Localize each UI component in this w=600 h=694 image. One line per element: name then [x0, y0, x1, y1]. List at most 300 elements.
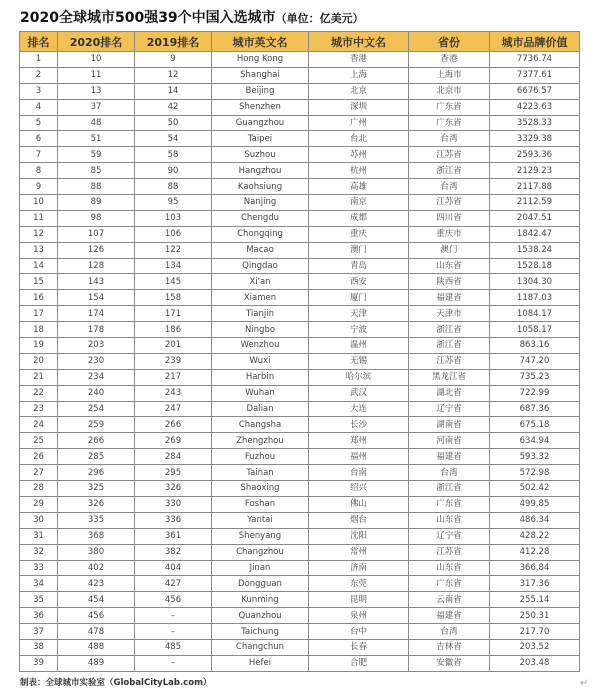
cell-province: 浙江省 [409, 163, 490, 179]
cell-rank-2019: 88 [135, 179, 212, 195]
table-row [20, 544, 580, 560]
cell-rank-2019: 14 [135, 83, 212, 99]
cell-rank-2020: 254 [58, 401, 135, 417]
cell-rank-2019: 158 [135, 290, 212, 306]
cell-city-english: Taichung [212, 624, 309, 640]
table-row [20, 52, 580, 68]
cell-rank-2020: 107 [58, 226, 135, 242]
table-row [20, 163, 580, 179]
cell-rank-2020: 13 [58, 83, 135, 99]
cell-rank-2019: 404 [135, 560, 212, 576]
cell-city-chinese: 高雄 [309, 179, 409, 195]
cell-province: 台湾 [409, 179, 490, 195]
cell-city-english: Hangzhou [212, 163, 309, 179]
title-text: 2020全球城市500强39个中国入选城市 [20, 10, 276, 26]
cell-rank: 32 [20, 544, 58, 560]
table-row [20, 369, 580, 385]
cell-city-english: Suzhou [212, 147, 309, 163]
cell-brand-value: 1304.30 [490, 274, 580, 290]
cell-city-english: Shenzhen [212, 99, 309, 115]
cell-city-chinese: 青岛 [309, 258, 409, 274]
cell-city-english: Foshan [212, 496, 309, 512]
cell-brand-value: 572.98 [490, 465, 580, 481]
cell-brand-value: 7736.74 [490, 52, 580, 68]
cell-rank: 9 [20, 179, 58, 195]
cell-rank: 37 [20, 624, 58, 640]
cell-rank-2019: 106 [135, 226, 212, 242]
cell-rank-2020: 59 [58, 147, 135, 163]
cell-city-english: Hong Kong [212, 52, 309, 68]
cell-city-chinese: 南京 [309, 195, 409, 211]
cell-city-chinese: 成都 [309, 210, 409, 226]
cell-city-english: Fuzhou [212, 449, 309, 465]
cell-rank: 11 [20, 210, 58, 226]
cell-rank-2019: 134 [135, 258, 212, 274]
table-row [20, 592, 580, 608]
cell-brand-value: 1058.17 [490, 322, 580, 338]
column-header-province: 省份 [409, 32, 490, 52]
cell-rank: 7 [20, 147, 58, 163]
cell-city-chinese: 苏州 [309, 147, 409, 163]
table-row [20, 274, 580, 290]
cell-rank: 20 [20, 353, 58, 369]
table-row [20, 115, 580, 131]
cell-province: 福建省 [409, 608, 490, 624]
cell-rank-2020: 51 [58, 131, 135, 147]
cell-rank: 16 [20, 290, 58, 306]
cell-province: 广东省 [409, 115, 490, 131]
cell-province: 广东省 [409, 576, 490, 592]
cell-province: 台湾 [409, 465, 490, 481]
cell-city-chinese: 香港 [309, 52, 409, 68]
cell-rank: 13 [20, 242, 58, 258]
cell-brand-value: 2047.51 [490, 210, 580, 226]
cell-brand-value: 3528.33 [490, 115, 580, 131]
cell-city-chinese: 哈尔滨 [309, 369, 409, 385]
table-row [20, 401, 580, 417]
table-title [20, 7, 364, 27]
cell-province: 四川省 [409, 210, 490, 226]
cell-city-english: Quanzhou [212, 608, 309, 624]
cell-brand-value: 203.48 [490, 655, 580, 671]
cell-rank: 28 [20, 481, 58, 497]
column-header-rank-2020: 2020排名 [58, 32, 135, 52]
table-row [20, 179, 580, 195]
cell-brand-value: 7377.61 [490, 67, 580, 83]
cell-rank-2020: 402 [58, 560, 135, 576]
cell-city-english: Qingdao [212, 258, 309, 274]
cell-brand-value: 735.23 [490, 369, 580, 385]
cell-rank-2019: 361 [135, 528, 212, 544]
cell-city-chinese: 重庆 [309, 226, 409, 242]
table-row [20, 322, 580, 338]
table-row [20, 639, 580, 655]
cell-rank-2020: 456 [58, 608, 135, 624]
cell-city-chinese: 上海 [309, 67, 409, 83]
cell-rank-2019: 171 [135, 306, 212, 322]
cell-province: 福建省 [409, 290, 490, 306]
table-row [20, 353, 580, 369]
cell-province: 陕西省 [409, 274, 490, 290]
cell-brand-value: 317.36 [490, 576, 580, 592]
cell-rank-2019: – [135, 608, 212, 624]
table-row [20, 624, 580, 640]
cell-brand-value: 675.18 [490, 417, 580, 433]
cell-city-chinese: 郑州 [309, 433, 409, 449]
cell-city-chinese: 沈阳 [309, 528, 409, 544]
cell-city-chinese: 西安 [309, 274, 409, 290]
cell-rank-2019: 103 [135, 210, 212, 226]
cell-rank-2019: 239 [135, 353, 212, 369]
table-row [20, 433, 580, 449]
cell-brand-value: 412.28 [490, 544, 580, 560]
cell-city-chinese: 绍兴 [309, 481, 409, 497]
cell-city-chinese: 佛山 [309, 496, 409, 512]
table-row [20, 576, 580, 592]
cell-rank: 18 [20, 322, 58, 338]
cell-city-chinese: 台北 [309, 131, 409, 147]
cell-brand-value: 593.32 [490, 449, 580, 465]
cell-city-chinese: 厦门 [309, 290, 409, 306]
cell-city-chinese: 合肥 [309, 655, 409, 671]
cell-rank-2020: 380 [58, 544, 135, 560]
cell-rank: 12 [20, 226, 58, 242]
cell-city-english: Shaoxing [212, 481, 309, 497]
cell-rank-2020: 240 [58, 385, 135, 401]
cell-rank: 39 [20, 655, 58, 671]
cell-brand-value: 4223.63 [490, 99, 580, 115]
table-row [20, 195, 580, 211]
cell-brand-value: 250.31 [490, 608, 580, 624]
cell-province: 吉林省 [409, 639, 490, 655]
cell-rank: 3 [20, 83, 58, 99]
cell-city-chinese: 长沙 [309, 417, 409, 433]
cell-city-chinese: 长春 [309, 639, 409, 655]
cell-rank-2019: 427 [135, 576, 212, 592]
cell-rank-2020: 178 [58, 322, 135, 338]
table-row [20, 560, 580, 576]
cell-brand-value: 2129.23 [490, 163, 580, 179]
table-row [20, 496, 580, 512]
cell-city-english: Ningbo [212, 322, 309, 338]
cell-rank: 22 [20, 385, 58, 401]
cell-rank-2020: 85 [58, 163, 135, 179]
cell-city-chinese: 北京 [309, 83, 409, 99]
cell-city-chinese: 大连 [309, 401, 409, 417]
table-row [20, 512, 580, 528]
cell-city-chinese: 无锡 [309, 353, 409, 369]
cell-brand-value: 499.85 [490, 496, 580, 512]
cell-province: 湖北省 [409, 385, 490, 401]
cell-city-chinese: 武汉 [309, 385, 409, 401]
cell-city-english: Wuxi [212, 353, 309, 369]
cell-rank-2019: 485 [135, 639, 212, 655]
table-row [20, 83, 580, 99]
table-row [20, 608, 580, 624]
cell-rank-2019: 54 [135, 131, 212, 147]
cell-city-english: Shanghai [212, 67, 309, 83]
cell-province: 辽宁省 [409, 401, 490, 417]
table-row [20, 306, 580, 322]
cell-rank-2020: 488 [58, 639, 135, 655]
cell-province: 湖南省 [409, 417, 490, 433]
cell-rank-2020: 48 [58, 115, 135, 131]
cell-province: 广东省 [409, 496, 490, 512]
cell-brand-value: 486.34 [490, 512, 580, 528]
cell-rank-2020: 296 [58, 465, 135, 481]
cell-city-chinese: 深圳 [309, 99, 409, 115]
cell-city-english: Kunming [212, 592, 309, 608]
cell-province: 重庆市 [409, 226, 490, 242]
cell-city-chinese: 济南 [309, 560, 409, 576]
column-header-rank: 排名 [20, 32, 58, 52]
cell-brand-value: 1187.03 [490, 290, 580, 306]
cell-brand-value: 6676.57 [490, 83, 580, 99]
cell-province: 福建省 [409, 449, 490, 465]
cell-rank: 21 [20, 369, 58, 385]
cell-rank: 35 [20, 592, 58, 608]
cell-city-chinese: 烟台 [309, 512, 409, 528]
cell-rank-2019: 243 [135, 385, 212, 401]
cell-brand-value: 3329.38 [490, 131, 580, 147]
cell-province: 北京市 [409, 83, 490, 99]
cell-rank: 33 [20, 560, 58, 576]
cell-rank: 8 [20, 163, 58, 179]
cell-rank: 23 [20, 401, 58, 417]
cell-rank-2020: 203 [58, 338, 135, 354]
cell-brand-value: 687.36 [490, 401, 580, 417]
cell-province: 广东省 [409, 99, 490, 115]
cell-rank-2019: 12 [135, 67, 212, 83]
cell-rank-2020: 11 [58, 67, 135, 83]
cell-rank-2019: 201 [135, 338, 212, 354]
cell-brand-value: 428.22 [490, 528, 580, 544]
table-row [20, 528, 580, 544]
cell-city-english: Tianjin [212, 306, 309, 322]
cell-rank-2020: 423 [58, 576, 135, 592]
table-row [20, 258, 580, 274]
cell-city-english: Chongqing [212, 226, 309, 242]
return-mark-icon: ↵ [580, 678, 589, 689]
cell-city-english: Tainan [212, 465, 309, 481]
cell-rank-2019: 336 [135, 512, 212, 528]
cell-rank-2020: 259 [58, 417, 135, 433]
cell-rank-2020: 325 [58, 481, 135, 497]
cell-city-english: Shenyang [212, 528, 309, 544]
cell-province: 山东省 [409, 560, 490, 576]
cell-city-english: Yantai [212, 512, 309, 528]
cell-city-english: Changzhou [212, 544, 309, 560]
cell-rank-2019: – [135, 655, 212, 671]
cell-rank-2020: 266 [58, 433, 135, 449]
cell-city-english: Xiamen [212, 290, 309, 306]
cell-brand-value: 502.42 [490, 481, 580, 497]
cell-city-chinese: 天津 [309, 306, 409, 322]
cell-rank-2020: 89 [58, 195, 135, 211]
cell-rank: 27 [20, 465, 58, 481]
cell-rank-2019: 247 [135, 401, 212, 417]
cell-rank: 19 [20, 338, 58, 354]
cell-rank-2019: 326 [135, 481, 212, 497]
cell-rank-2020: 454 [58, 592, 135, 608]
cell-rank-2019: 50 [135, 115, 212, 131]
cell-city-english: Changchun [212, 639, 309, 655]
cell-city-english: Harbin [212, 369, 309, 385]
cell-province: 山东省 [409, 258, 490, 274]
cell-rank: 31 [20, 528, 58, 544]
cell-rank-2019: 58 [135, 147, 212, 163]
cell-rank-2020: 285 [58, 449, 135, 465]
cell-city-english: Jinan [212, 560, 309, 576]
cell-rank-2020: 230 [58, 353, 135, 369]
cell-rank-2019: 266 [135, 417, 212, 433]
cell-city-chinese: 福州 [309, 449, 409, 465]
city-ranking-table [19, 31, 580, 672]
cell-province: 江苏省 [409, 147, 490, 163]
cell-brand-value: 366.84 [490, 560, 580, 576]
cell-rank-2020: 335 [58, 512, 135, 528]
column-header-city-english: 城市英文名 [212, 32, 309, 52]
table-row [20, 131, 580, 147]
cell-city-english: Kaohsiung [212, 179, 309, 195]
cell-province: 辽宁省 [409, 528, 490, 544]
cell-rank-2019: 9 [135, 52, 212, 68]
cell-province: 浙江省 [409, 322, 490, 338]
cell-province: 江苏省 [409, 353, 490, 369]
cell-province: 台湾 [409, 131, 490, 147]
cell-province: 上海市 [409, 67, 490, 83]
cell-city-english: Zhengzhou [212, 433, 309, 449]
cell-rank: 26 [20, 449, 58, 465]
cell-city-chinese: 澳门 [309, 242, 409, 258]
cell-province: 云南省 [409, 592, 490, 608]
cell-rank-2020: 234 [58, 369, 135, 385]
cell-city-chinese: 昆明 [309, 592, 409, 608]
cell-brand-value: 1538.24 [490, 242, 580, 258]
cell-rank-2019: 284 [135, 449, 212, 465]
cell-rank-2020: 88 [58, 179, 135, 195]
header-row [20, 32, 580, 52]
cell-rank-2020: 98 [58, 210, 135, 226]
cell-brand-value: 2112.59 [490, 195, 580, 211]
table-row [20, 226, 580, 242]
cell-rank-2020: 489 [58, 655, 135, 671]
cell-rank: 24 [20, 417, 58, 433]
cell-brand-value: 863.16 [490, 338, 580, 354]
cell-rank-2019: 95 [135, 195, 212, 211]
cell-rank-2020: 128 [58, 258, 135, 274]
cell-city-chinese: 常州 [309, 544, 409, 560]
cell-city-chinese: 杭州 [309, 163, 409, 179]
cell-rank: 4 [20, 99, 58, 115]
cell-city-chinese: 广州 [309, 115, 409, 131]
cell-rank-2020: 126 [58, 242, 135, 258]
cell-rank: 17 [20, 306, 58, 322]
cell-brand-value: 2117.88 [490, 179, 580, 195]
table-row [20, 655, 580, 671]
cell-rank: 25 [20, 433, 58, 449]
table-row [20, 385, 580, 401]
table-row [20, 449, 580, 465]
cell-city-english: Xi'an [212, 274, 309, 290]
table-row [20, 290, 580, 306]
cell-brand-value: 747.20 [490, 353, 580, 369]
cell-province: 江苏省 [409, 195, 490, 211]
cell-rank: 15 [20, 274, 58, 290]
cell-province: 黑龙江省 [409, 369, 490, 385]
table-row [20, 481, 580, 497]
cell-city-chinese: 泉州 [309, 608, 409, 624]
cell-rank: 34 [20, 576, 58, 592]
cell-rank: 30 [20, 512, 58, 528]
cell-rank-2019: 186 [135, 322, 212, 338]
cell-city-chinese: 温州 [309, 338, 409, 354]
table-row [20, 338, 580, 354]
cell-city-english: Wenzhou [212, 338, 309, 354]
cell-brand-value: 1528.18 [490, 258, 580, 274]
cell-rank-2019: 456 [135, 592, 212, 608]
cell-city-english: Dalian [212, 401, 309, 417]
cell-rank: 10 [20, 195, 58, 211]
cell-city-english: Wuhan [212, 385, 309, 401]
cell-brand-value: 1842.47 [490, 226, 580, 242]
cell-rank: 29 [20, 496, 58, 512]
cell-rank: 38 [20, 639, 58, 655]
cell-rank-2019: 269 [135, 433, 212, 449]
column-header-brand-value: 城市品牌价值 [490, 32, 580, 52]
cell-brand-value: 2593.36 [490, 147, 580, 163]
cell-province: 浙江省 [409, 338, 490, 354]
column-header-city-chinese: 城市中文名 [309, 32, 409, 52]
cell-city-english: Nanjing [212, 195, 309, 211]
cell-province: 香港 [409, 52, 490, 68]
cell-rank: 6 [20, 131, 58, 147]
cell-city-english: Macao [212, 242, 309, 258]
cell-rank-2020: 10 [58, 52, 135, 68]
cell-rank: 14 [20, 258, 58, 274]
table-row [20, 210, 580, 226]
cell-brand-value: 203.52 [490, 639, 580, 655]
cell-rank-2019: 122 [135, 242, 212, 258]
cell-city-english: Beijing [212, 83, 309, 99]
cell-province: 台湾 [409, 624, 490, 640]
table-row [20, 147, 580, 163]
cell-brand-value: 255.14 [490, 592, 580, 608]
cell-rank-2020: 37 [58, 99, 135, 115]
cell-rank-2019: 295 [135, 465, 212, 481]
cell-city-english: Taipei [212, 131, 309, 147]
table-row [20, 465, 580, 481]
cell-rank-2019: 217 [135, 369, 212, 385]
cell-rank-2020: 143 [58, 274, 135, 290]
cell-province: 天津市 [409, 306, 490, 322]
cell-rank-2020: 478 [58, 624, 135, 640]
cell-city-chinese: 台中 [309, 624, 409, 640]
cell-rank-2020: 174 [58, 306, 135, 322]
cell-province: 澳门 [409, 242, 490, 258]
cell-rank-2019: 145 [135, 274, 212, 290]
cell-city-english: Changsha [212, 417, 309, 433]
cell-rank: 5 [20, 115, 58, 131]
cell-rank: 2 [20, 67, 58, 83]
cell-city-english: Chengdu [212, 210, 309, 226]
cell-rank-2019: 90 [135, 163, 212, 179]
cell-province: 河南省 [409, 433, 490, 449]
cell-city-english: Guangzhou [212, 115, 309, 131]
column-header-rank-2019: 2019排名 [135, 32, 212, 52]
table-row [20, 242, 580, 258]
cell-rank: 36 [20, 608, 58, 624]
